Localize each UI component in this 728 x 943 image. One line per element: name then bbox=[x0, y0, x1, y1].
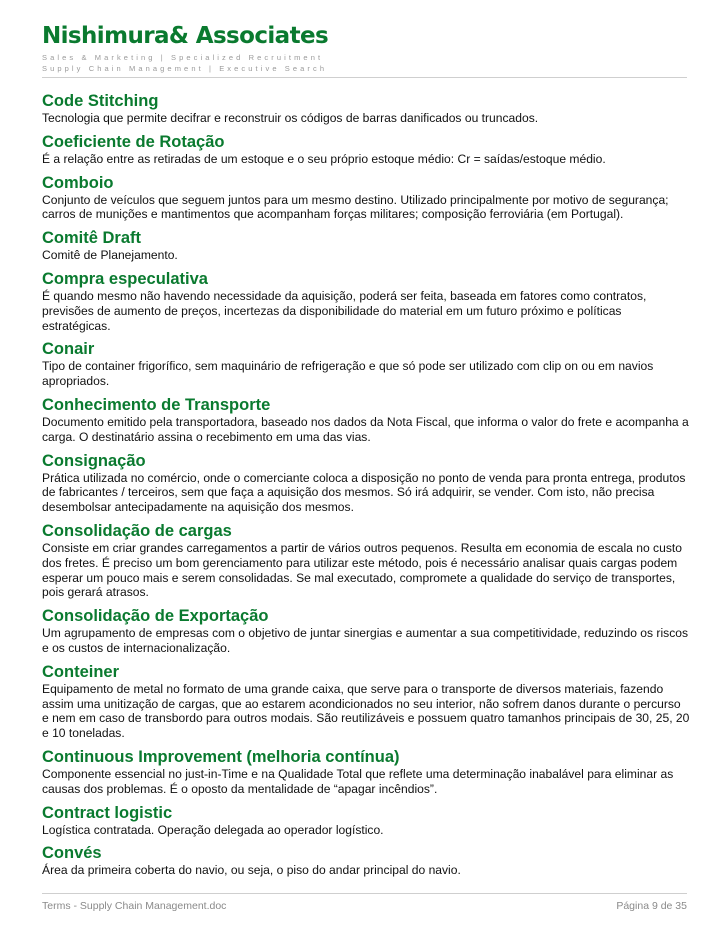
glossary-definition: É quando mesmo não havendo necessidade da aquisição, poderá ser feita, baseada em fatores como contratos, previsões de aumento de preços, incertezas da disponibilidade do material em um futuro próximo e políticas estratégicas. bbox=[42, 288, 647, 333]
glossary-entry bbox=[42, 451, 690, 515]
glossary-term: Coeficiente de Rotação bbox=[42, 132, 225, 151]
glossary-term: Convés bbox=[42, 844, 102, 863]
glossary-entry bbox=[42, 843, 690, 878]
document-header bbox=[42, 22, 687, 74]
glossary-term: Conteiner bbox=[42, 662, 120, 681]
glossary-definition: Consiste em criar grandes carregamentos a partir de vários outros pequenos. Resulta em economia de escala no custo dos fretes. É preciso um bom gerenciamento para utilizar este método, pois é necessário analisar quais cargas podem esperar um pouco mais e serem consolidadas. Se mal executado, compromete a qualidade do serviço de transportes, pois gerará atrasos. bbox=[42, 540, 682, 600]
glossary-content bbox=[42, 91, 690, 884]
glossary-definition: Um agrupamento de empresas com o objetivo de juntar sinergias e aumentar a sua competitividade, reduzindo os riscos e os custos de internacionalização. bbox=[42, 626, 689, 655]
glossary-entry bbox=[42, 606, 690, 656]
glossary-term: Conhecimento de Transporte bbox=[42, 395, 271, 414]
glossary-entry bbox=[42, 132, 690, 167]
brand-tagline-line1: Sales & Marketing | Specialized Recruitment bbox=[42, 53, 324, 62]
glossary-definition: É a relação entre as retiradas de um estoque e o seu próprio estoque médio: Cr = saídas/estoque médio. bbox=[42, 151, 606, 166]
glossary-definition: Área da primeira coberta do navio, ou seja, o piso do andar principal do navio. bbox=[42, 863, 461, 878]
glossary-entry bbox=[42, 91, 690, 126]
glossary-definition: Conjunto de veículos que seguem juntos para um mesmo destino. Utilizado principalmente por motivo de segurança; carros de munições e mantimentos que acompanham forças militares; composição ferroviária (em Portugal). bbox=[42, 192, 669, 222]
glossary-entry bbox=[42, 803, 690, 838]
glossary-definition: Documento emitido pela transportadora, baseado nos dados da Nota Fiscal, que informa o valor do frete e acompanha a carga. O destinatário assina o recebimento em uma das vias. bbox=[42, 414, 689, 444]
glossary-entry bbox=[42, 228, 690, 263]
footer-page-number: Página 9 de 35 bbox=[616, 900, 687, 912]
glossary-entry bbox=[42, 269, 690, 333]
glossary-definition: Tecnologia que permite decifrar e reconstruir os códigos de barras danificados ou truncados. bbox=[42, 111, 539, 125]
glossary-term: Consignação bbox=[42, 451, 146, 470]
glossary-entry bbox=[42, 521, 690, 600]
glossary-term: Conair bbox=[42, 340, 95, 359]
glossary-term: Contract logistic bbox=[42, 803, 173, 822]
glossary-definition: Tipo de container frigorífico, sem maquinário de refrigeração e que só pode ser utilizado com clip on ou em navios apropriados. bbox=[42, 359, 654, 389]
brand-tagline-line2: Supply Chain Management | Executive Search bbox=[42, 64, 328, 73]
glossary-term: Consolidação de Exportação bbox=[42, 607, 269, 626]
glossary-entry bbox=[42, 339, 690, 389]
glossary-term: Comboio bbox=[42, 173, 114, 192]
footer-document-name: Terms - Supply Chain Management.doc bbox=[42, 900, 227, 912]
glossary-term: Comitê Draft bbox=[42, 229, 142, 248]
brand-title: Nishimura& Associates bbox=[42, 23, 329, 49]
glossary-term: Continuous Improvement (melhoria contínua) bbox=[42, 747, 400, 766]
glossary-term: Compra especulativa bbox=[42, 269, 208, 288]
glossary-definition: Componente essencial no just-in-Time e na Qualidade Total que reflete uma determinação inabalável para eliminar as causas dos problemas. É o oposto da mentalidade de “apagar incêndios”. bbox=[42, 766, 674, 796]
glossary-term: Code Stitching bbox=[42, 92, 159, 110]
glossary-definition: Comitê de Planejamento. bbox=[42, 248, 178, 263]
glossary-entry bbox=[42, 747, 690, 797]
glossary-definition: Prática utilizada no comércio, onde o comerciante coloca a disposição no ponto de venda para pronta entrega, produtos de fabricantes / terceiros, sem que faça a aquisição dos mesmos. Só irá adquirir, se vender. Com isto, não precisa desembolsar antecipadamente na aquisição dos mesmos. bbox=[42, 470, 686, 515]
footer-divider bbox=[42, 893, 687, 894]
glossary-definition: Equipamento de metal no formato de uma grande caixa, que serve para o transporte de diversos materiais, fazendo assim uma unitização de cargas, que ao estarem acondicionados no seu interior, não sofrem danos durante o percurso e nem em caso de transbordo para outros modais. São reutilizáveis e possuem quatro tamanhos principais de 30, 25, 20 e 10 toneladas. bbox=[42, 681, 690, 741]
glossary-entry bbox=[42, 395, 690, 445]
glossary-entry bbox=[42, 173, 690, 223]
header-divider bbox=[42, 77, 687, 78]
glossary-definition: Logística contratada. Operação delegada ao operador logístico. bbox=[42, 822, 384, 837]
glossary-entry bbox=[42, 662, 690, 741]
glossary-term: Consolidação de cargas bbox=[42, 521, 232, 540]
